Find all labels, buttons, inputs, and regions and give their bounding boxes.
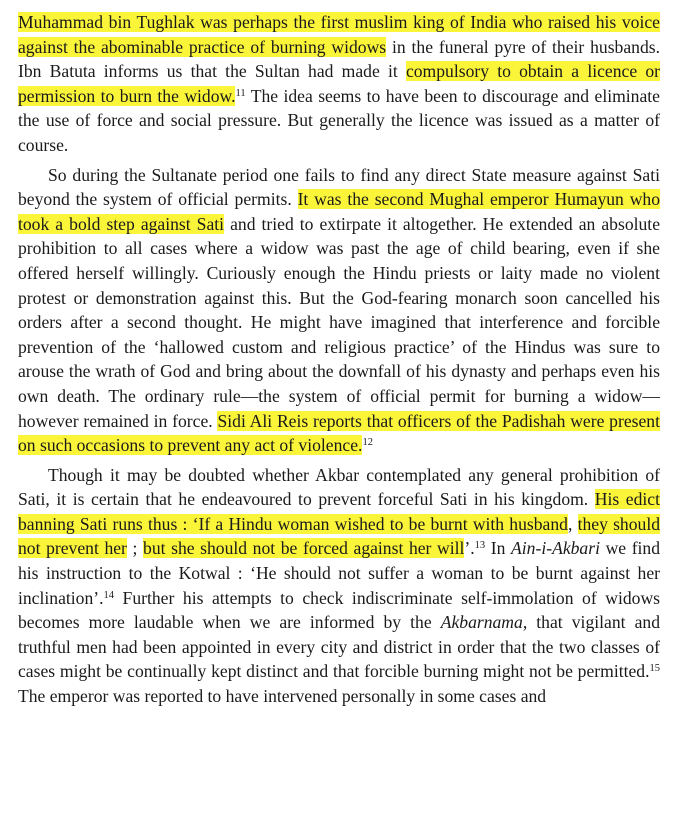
highlighted-text: His edict banning Sati runs thus — [18, 489, 660, 534]
text-run: and tried to extirpate it altogether. He extended an absolute prohibition to all cases where a widow was past the age of child bearing, even if she offered herself willingly. Curiously enough the Hindu priests or laity made no violent protest or demonstration against this. But the God-fearing monarch soon cancelled his orders after a second thought. He might have imagined that interference and forcible prevention of the ‘hallowed custom and religious practice’ of the Hindus was sure to arouse the wrath of God and bring about the downfall of his dynasty and perhaps even his own death. The ordinary rule—the system of official permit for burning a widow—however remained in force. — [18, 213, 661, 431]
footnote-ref: 11 — [235, 87, 246, 99]
highlighted-text: : ‘If a Hindu woman — [177, 513, 330, 534]
highlighted-text: wished to be burnt with husband — [329, 513, 568, 534]
text-run: So during the Sultanate period one fails to find any direct State measure against Sati beyond the system of official permits. — [18, 164, 660, 210]
highlighted-text: It was the second Mughal emperor Humayun who took a bold step against Sati — [18, 189, 660, 234]
footnote-ref: 12 — [362, 437, 373, 449]
text-run: In — [485, 538, 512, 559]
text-run: ’. — [464, 538, 475, 559]
footnote-ref: 13 — [474, 540, 486, 552]
footnote-ref: 14 — [103, 589, 115, 601]
italic-title: Ain-i-Akbari — [511, 538, 600, 559]
highlighted-text: Muhammad bin Tughlak was perhaps the first muslim king of India who raised his voice against the abominable practice of burning widows — [18, 12, 660, 57]
text-run: , that vigilant and truthful men had been appointed in every city and district in order that the two classes of cases might be continually kept distinct and that forcible burning might not be permitted. — [18, 612, 660, 682]
text-run: in the funeral pyre of their husbands. Ibn Batuta informs us that the Sultan had made it — [18, 36, 660, 82]
footnote-ref: 15 — [649, 663, 660, 675]
text-run: we find his instruction to the Kotwal : ‘He should not suffer a woman to be burnt against her inclination’. — [18, 538, 661, 608]
paragraph-3 — [18, 463, 660, 709]
text-run: , — [567, 513, 578, 534]
text-run: The idea seems to have been to discourage and eliminate the use of force and social pressure. But generally the licence was issued as a matter of course. — [18, 85, 660, 155]
highlighted-text: they should not prevent her — [18, 513, 661, 559]
paragraph-2 — [18, 163, 660, 458]
document-body — [18, 10, 660, 709]
text-run: ; — [126, 538, 144, 559]
text-run: Further his attempts to check indiscriminate self-immolation of widows becomes more laudable when we are informed by the — [18, 587, 660, 633]
highlighted-text: Sidi Ali Reis reports that officers of the Padishah were present on such occasions to prevent any act of violence. — [18, 410, 660, 456]
paragraph-1 — [18, 10, 660, 158]
text-run: The emperor was reported to have intervened personally in some cases and — [18, 686, 547, 707]
italic-title: Akbarnama — [440, 612, 523, 633]
highlighted-text: compulsory to obtain a licence or permission to burn the widow. — [18, 61, 660, 106]
highlighted-text: but she should not be forced against her will — [143, 538, 465, 559]
text-run: Though it may be doubted whether Akbar contemplated any general prohibition of Sati, it is certain that he endeavoured to prevent forceful Sati in his kingdom. — [18, 464, 660, 510]
